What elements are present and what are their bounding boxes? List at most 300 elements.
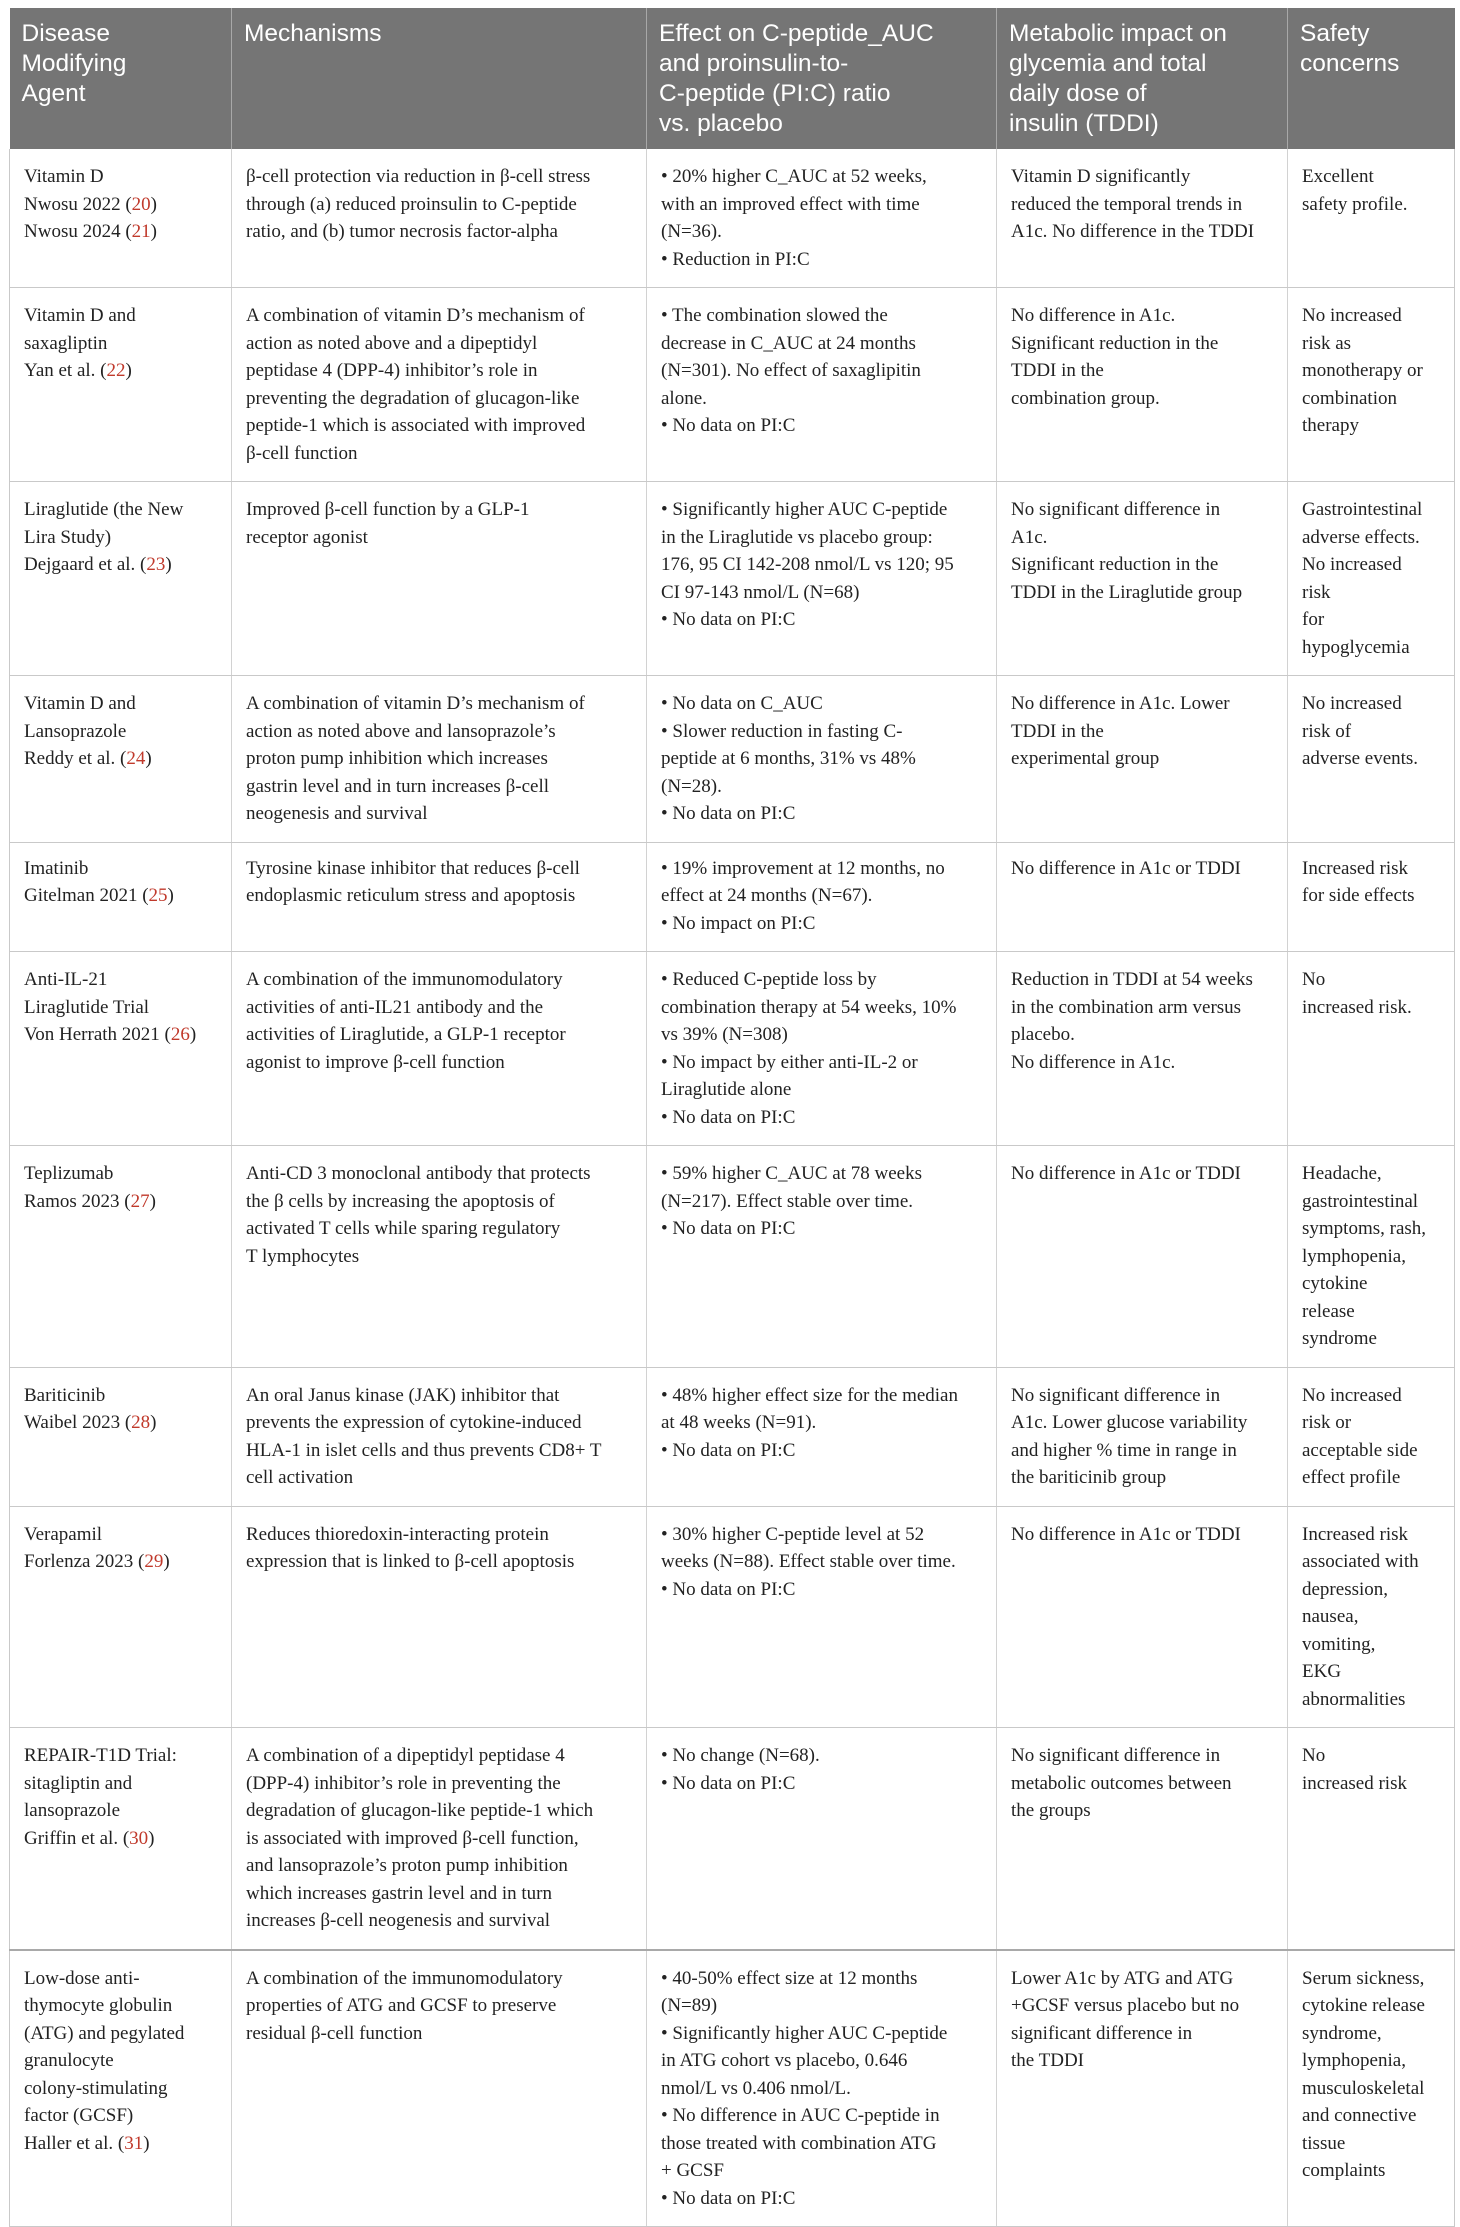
cell-agent [10, 842, 232, 952]
agent-text: Vitamin D [24, 166, 104, 187]
agent-line [24, 496, 219, 524]
safety-line: Increased risk [1302, 1523, 1409, 1545]
effect-line: • No data on PI:C [661, 1106, 796, 1128]
agent-line [24, 1548, 219, 1576]
cell-effect [647, 149, 997, 288]
safety-line: adverse effects. [1302, 526, 1420, 548]
reference-link[interactable]: 20 [131, 193, 151, 215]
safety-line: complaints [1302, 2160, 1386, 2181]
agent-text: Anti-IL-21 [24, 969, 108, 990]
mechanisms-line: HLA-1 in islet cells and thus prevents CD8+ T [246, 1439, 602, 1461]
safety-line: vomiting, [1302, 1633, 1376, 1655]
reference-link[interactable]: 28 [131, 1412, 151, 1433]
agent-line [24, 1797, 219, 1825]
effect-line: • No change (N=68). [661, 1745, 820, 1766]
agent-line [24, 357, 219, 385]
metabolic-line: Significant reduction in the [1011, 554, 1219, 575]
reference-link[interactable]: 26 [170, 1024, 190, 1045]
agent-text: thymocyte globulin [24, 1995, 173, 2016]
agent-text: Liraglutide (the New [24, 499, 184, 520]
metabolic-line: No significant difference in [1011, 1745, 1221, 1766]
mechanisms-line: prevents the expression of cytokine-induced [246, 1412, 582, 1433]
agent-text: Ramos 2023 ( [24, 1190, 131, 1212]
cell-agent [10, 1728, 232, 1950]
cell-metabolic [997, 1950, 1288, 2227]
agent-line [24, 882, 219, 910]
cell-effect [647, 1367, 997, 1506]
agent-text: Von Herrath 2021 ( [24, 1024, 171, 1045]
reference-link[interactable]: 31 [124, 2132, 144, 2154]
agent-text: Bariticinib [24, 1384, 106, 1406]
header-safety [1288, 8, 1455, 149]
agent-line [24, 1382, 219, 1410]
cell-agent [10, 1506, 232, 1728]
agent-line [24, 1521, 219, 1549]
safety-line: syndrome [1302, 1328, 1377, 1349]
effect-line: • 20% higher C_AUC at 52 weeks, [661, 166, 927, 187]
header-line: vs. placebo [659, 110, 783, 137]
mechanisms-line: β-cell function [246, 442, 358, 464]
agent-text: Vitamin D and [24, 693, 136, 714]
cell-safety [1288, 676, 1455, 843]
mechanisms-line: gastrin level and in turn increases β-cell [246, 775, 549, 797]
table-row [10, 482, 1455, 676]
safety-line: EKG [1302, 1661, 1342, 1682]
cell-metabolic [997, 482, 1288, 676]
safety-line: risk of [1302, 720, 1352, 742]
agent-line [24, 1742, 219, 1770]
mechanisms-line: A combination of vitamin D’s mechanism of [246, 693, 585, 714]
agent-line [24, 1825, 219, 1853]
agent-line [24, 994, 219, 1022]
metabolic-line: reduced the temporal trends in [1011, 193, 1243, 215]
header-line: insulin (TDDI) [1009, 110, 1159, 137]
header-line: Modifying [21, 50, 127, 77]
mechanisms-line: action as noted above and a dipeptidyl [246, 332, 538, 354]
mechanisms-line: residual β-cell function [246, 2022, 423, 2044]
cell-effect [647, 952, 997, 1146]
mechanisms-line: (DPP-4) inhibitor’s role in preventing the [246, 1772, 561, 1794]
cell-mechanisms [232, 676, 647, 843]
safety-line: No increased [1302, 305, 1402, 326]
safety-line: acceptable side [1302, 1439, 1418, 1461]
agent-text: colony-stimulating [24, 2077, 168, 2099]
header-agent [10, 8, 232, 149]
effect-line: • No data on PI:C [661, 1218, 796, 1239]
header-line: glycemia and total [1009, 50, 1207, 77]
table-row [10, 952, 1455, 1146]
effect-line: CI 97-143 nmol/L (N=68) [661, 581, 860, 603]
cell-metabolic [997, 1506, 1288, 1728]
agent-text: Vitamin D and [24, 305, 136, 326]
agent-line [24, 218, 219, 246]
agent-text-close: ) [163, 1551, 170, 1572]
safety-line: No increased [1302, 693, 1402, 714]
agent-text: Yan et al. ( [24, 360, 107, 381]
cell-effect [647, 1146, 997, 1368]
mechanisms-line: proton pump inhibition which increases [246, 748, 548, 769]
header-line: C-peptide (PI:C) ratio [659, 80, 891, 107]
mechanisms-line: A combination of vitamin D’s mechanism of [246, 305, 585, 326]
effect-line: • Reduction in PI:C [661, 248, 810, 270]
cell-mechanisms [232, 482, 647, 676]
safety-line: monotherapy or [1302, 360, 1423, 381]
agent-line [24, 191, 219, 219]
safety-line: safety profile. [1302, 193, 1408, 215]
cell-mechanisms [232, 1950, 647, 2227]
effect-line: those treated with combination ATG [661, 2132, 937, 2154]
agent-text: Low-dose anti- [24, 1967, 140, 1989]
agent-text: lansoprazole [24, 1800, 121, 1821]
cell-agent [10, 482, 232, 676]
effect-line: with an improved effect with time [661, 193, 920, 215]
cell-mechanisms [232, 1146, 647, 1368]
reference-link[interactable]: 30 [129, 1827, 149, 1849]
table-row [10, 1367, 1455, 1506]
header-row [10, 8, 1455, 149]
cell-agent [10, 952, 232, 1146]
cell-effect [647, 482, 997, 676]
mechanisms-line: activated T cells while sparing regulatory [246, 1218, 561, 1239]
cell-metabolic [997, 952, 1288, 1146]
safety-line: increased risk. [1302, 996, 1412, 1018]
cell-metabolic [997, 676, 1288, 843]
mechanisms-line: which increases gastrin level and in turn [246, 1882, 553, 1904]
mechanisms-line: is associated with improved β-cell function, [246, 1827, 579, 1849]
agent-text: Griffin et al. ( [24, 1827, 130, 1849]
agent-text: Nwosu 2024 ( [24, 221, 132, 242]
mechanisms-line: receptor agonist [246, 526, 368, 548]
table-row [10, 676, 1455, 843]
cell-safety [1288, 1506, 1455, 1728]
safety-line: tissue [1302, 2132, 1346, 2154]
mechanisms-line: neogenesis and survival [246, 803, 428, 824]
safety-line: and connective [1302, 2105, 1417, 2126]
cell-safety [1288, 1367, 1455, 1506]
safety-line: nausea, [1302, 1606, 1359, 1627]
effect-line: in the Liraglutide vs placebo group: [661, 526, 933, 548]
mechanisms-line: An oral Janus kinase (JAK) inhibitor that [246, 1384, 560, 1406]
safety-line: gastrointestinal [1302, 1190, 1419, 1212]
metabolic-line: Lower A1c by ATG and ATG [1011, 1967, 1234, 1989]
metabolic-line: TDDI in the [1011, 360, 1104, 381]
effect-line: • No impact on PI:C [661, 912, 816, 934]
metabolic-line: significant difference in [1011, 2022, 1193, 2044]
mechanisms-line: ratio, and (b) tumor necrosis factor-alpha [246, 221, 558, 242]
safety-line: combination [1302, 387, 1397, 409]
effect-line: • Slower reduction in fasting C- [661, 720, 903, 742]
effect-line: (N=217). Effect stable over time. [661, 1190, 914, 1212]
metabolic-line: No difference in A1c or TDDI [1011, 1163, 1241, 1184]
table-row [10, 842, 1455, 952]
effect-line: + GCSF [661, 2160, 724, 2181]
effect-line: • No data on PI:C [661, 1772, 796, 1794]
metabolic-line: placebo. [1011, 1024, 1075, 1045]
cell-mechanisms [232, 1506, 647, 1728]
reference-link[interactable]: 23 [146, 554, 166, 575]
effect-line: • The combination slowed the [661, 305, 888, 326]
effect-line: vs 39% (N=308) [661, 1024, 788, 1045]
mechanisms-line: peptide-1 which is associated with improved [246, 415, 586, 436]
cell-mechanisms [232, 952, 647, 1146]
mechanisms-line: activities of Liraglutide, a GLP-1 receptor [246, 1024, 566, 1045]
agent-line [24, 1160, 219, 1188]
safety-line: Serum sickness, [1302, 1967, 1425, 1989]
reference-link[interactable]: 25 [148, 885, 168, 906]
metabolic-line: and higher % time in range in [1011, 1439, 1237, 1461]
effect-line: • No data on PI:C [661, 803, 796, 824]
agent-line [24, 2075, 219, 2103]
reference-link[interactable]: 29 [144, 1551, 164, 1572]
header-line: Agent [21, 80, 86, 107]
effect-line: • No data on PI:C [661, 1578, 796, 1600]
cell-mechanisms [232, 1367, 647, 1506]
cell-metabolic [997, 288, 1288, 482]
header-line: Mechanisms [244, 20, 382, 47]
metabolic-line: No significant difference in [1011, 499, 1221, 520]
mechanisms-line: activities of anti-IL21 antibody and the [246, 996, 544, 1018]
agent-text: Forlenza 2023 ( [24, 1551, 145, 1572]
effect-line: peptide at 6 months, 31% vs 48% [661, 748, 916, 769]
mechanisms-line: properties of ATG and GCSF to preserve [246, 1995, 557, 2016]
metabolic-line: Significant reduction in the [1011, 332, 1219, 354]
metabolic-line: TDDI in the [1011, 720, 1104, 742]
safety-line: hypoglycemia [1302, 636, 1410, 658]
reference-link[interactable]: 27 [130, 1190, 150, 1212]
mechanisms-line: the β cells by increasing the apoptosis of [246, 1190, 555, 1212]
mechanisms-line: A combination of the immunomodulatory [246, 1967, 563, 1989]
header-metabolic [997, 8, 1288, 149]
mechanisms-line: Anti-CD 3 monoclonal antibody that protects [246, 1163, 591, 1184]
effect-line: • No data on PI:C [661, 1439, 796, 1461]
safety-line: cytokine [1302, 1273, 1368, 1294]
effect-line: nmol/L vs 0.406 nmol/L. [661, 2077, 851, 2099]
safety-line: lymphopenia, [1302, 1245, 1406, 1267]
effect-line: (N=89) [661, 1995, 718, 2016]
safety-line: for [1302, 609, 1325, 630]
agent-text: REPAIR-T1D Trial: [24, 1745, 177, 1766]
agent-line [24, 1409, 219, 1437]
effect-line: • Significantly higher AUC C-peptide [661, 2022, 948, 2044]
safety-line: No [1302, 969, 1326, 990]
safety-line: associated with [1302, 1551, 1419, 1572]
reference-link[interactable]: 22 [106, 360, 126, 381]
safety-line: abnormalities [1302, 1688, 1406, 1710]
safety-line: risk or [1302, 1412, 1352, 1433]
mechanisms-line: Tyrosine kinase inhibitor that reduces β-cell [246, 857, 580, 879]
effect-line: • No data on PI:C [661, 2187, 796, 2209]
safety-line: adverse events. [1302, 748, 1419, 769]
agent-line [24, 330, 219, 358]
cell-safety [1288, 1950, 1455, 2227]
agent-line [24, 1965, 219, 1993]
cell-effect [647, 676, 997, 843]
agent-text: Reddy et al. ( [24, 748, 127, 769]
cell-agent [10, 1367, 232, 1506]
effect-line: at 48 weeks (N=91). [661, 1412, 817, 1433]
safety-line: increased risk [1302, 1772, 1407, 1794]
mechanisms-line: T lymphocytes [246, 1245, 360, 1267]
agent-line [24, 2020, 219, 2048]
agent-text: granulocyte [24, 2050, 114, 2071]
header-line: Metabolic impact on [1009, 20, 1227, 47]
agent-line [24, 2130, 219, 2158]
safety-line: cytokine release [1302, 1995, 1425, 2016]
cell-safety [1288, 149, 1455, 288]
effect-line: (N=301). No effect of saxaglipitin [661, 360, 921, 381]
safety-line: syndrome, [1302, 2022, 1382, 2044]
header-line: Safety [1300, 20, 1370, 47]
metabolic-line: No difference in A1c or TDDI [1011, 857, 1241, 879]
cell-mechanisms [232, 842, 647, 952]
agent-text: factor (GCSF) [24, 2105, 134, 2126]
table-row [10, 1728, 1455, 1950]
cell-agent [10, 1146, 232, 1368]
agent-text-close: ) [148, 1827, 155, 1849]
agent-text: Liraglutide Trial [24, 996, 150, 1018]
safety-line: No increased [1302, 1384, 1402, 1406]
cell-mechanisms [232, 288, 647, 482]
safety-line: therapy [1302, 415, 1359, 436]
reference-link[interactable]: 21 [131, 221, 151, 242]
cell-metabolic [997, 1146, 1288, 1368]
mechanisms-line: degradation of glucagon-like peptide-1 which [246, 1800, 594, 1821]
agent-text: Haller et al. ( [24, 2132, 125, 2154]
cell-mechanisms [232, 149, 647, 288]
agent-text: sitagliptin and [24, 1772, 133, 1794]
mechanisms-line: β-cell protection via reduction in β-cell stress [246, 166, 591, 187]
agent-text: Imatinib [24, 857, 89, 879]
agent-text-close: ) [189, 1024, 197, 1045]
metabolic-line: No significant difference in [1011, 1384, 1221, 1406]
reference-link[interactable]: 24 [126, 748, 146, 769]
agent-text-close: ) [150, 193, 157, 215]
cell-safety [1288, 288, 1455, 482]
cell-effect [647, 842, 997, 952]
cell-effect [647, 1950, 997, 2227]
header-line: daily dose of [1009, 80, 1147, 107]
cell-metabolic [997, 842, 1288, 952]
table-row [10, 1506, 1455, 1728]
metabolic-line: A1c. [1011, 526, 1048, 548]
agent-text-close: ) [125, 360, 132, 381]
effect-line: • 30% higher C-peptide level at 52 [661, 1523, 925, 1545]
table-row [10, 1950, 1455, 2227]
agent-line [24, 163, 219, 191]
safety-line: Increased risk [1302, 857, 1409, 879]
effect-line: • No data on PI:C [661, 415, 796, 436]
safety-line: symptoms, rash, [1302, 1218, 1427, 1239]
metabolic-line: metabolic outcomes between [1011, 1772, 1232, 1794]
effect-line: • 40-50% effect size at 12 months [661, 1967, 918, 1989]
agent-line [24, 718, 219, 746]
header-line: Disease [21, 20, 111, 47]
header-mechanisms [232, 8, 647, 149]
agent-line [24, 1188, 219, 1216]
header-line: concerns [1300, 50, 1400, 77]
safety-line: No [1302, 1745, 1326, 1766]
safety-line: No increased [1302, 554, 1402, 575]
mechanisms-line: Improved β-cell function by a GLP-1 [246, 499, 530, 520]
table-row [10, 149, 1455, 288]
agent-line [24, 1992, 219, 2020]
cell-effect [647, 1506, 997, 1728]
effect-line: • 59% higher C_AUC at 78 weeks [661, 1163, 922, 1184]
cell-safety [1288, 1728, 1455, 1950]
effect-line: (N=36). [661, 221, 722, 242]
effect-line: alone. [661, 387, 707, 409]
agent-line [24, 690, 219, 718]
agent-text-close: ) [150, 1412, 157, 1433]
metabolic-line: the TDDI [1011, 2050, 1084, 2071]
safety-line: risk as [1302, 332, 1352, 354]
effect-line: (N=28). [661, 775, 722, 797]
table-row [10, 288, 1455, 482]
cell-effect [647, 1728, 997, 1950]
safety-line: effect profile [1302, 1467, 1401, 1488]
agent-line [24, 1770, 219, 1798]
agent-text: Lansoprazole [24, 720, 127, 742]
metabolic-line: A1c. No difference in the TDDI [1011, 221, 1255, 242]
agent-text-close: ) [150, 221, 157, 242]
mechanisms-line: endoplasmic reticulum stress and apoptosis [246, 885, 576, 906]
safety-line: Excellent [1302, 166, 1374, 187]
mechanisms-line: Reduces thioredoxin-interacting protein [246, 1523, 549, 1545]
safety-line: Gastrointestinal [1302, 499, 1423, 520]
cell-safety [1288, 842, 1455, 952]
agent-line [24, 302, 219, 330]
safety-line: risk [1302, 581, 1331, 603]
agent-line [24, 1021, 219, 1049]
mechanisms-line: and lansoprazole’s proton pump inhibition [246, 1855, 568, 1876]
metabolic-line: the bariticinib group [1011, 1467, 1167, 1488]
metabolic-line: experimental group [1011, 748, 1160, 769]
agent-line [24, 2102, 219, 2130]
header-effect [647, 8, 997, 149]
agent-line [24, 966, 219, 994]
effect-line: combination therapy at 54 weeks, 10% [661, 996, 957, 1018]
metabolic-line: No difference in A1c. [1011, 305, 1176, 326]
effect-line: • Significantly higher AUC C-peptide [661, 499, 948, 520]
mechanisms-line: agonist to improve β-cell function [246, 1051, 505, 1073]
effect-line: • 19% improvement at 12 months, no [661, 857, 945, 879]
metabolic-line: combination group. [1011, 387, 1160, 409]
metabolic-line: No difference in A1c. [1011, 1051, 1176, 1073]
agent-text: (ATG) and pegylated [24, 2022, 185, 2044]
metabolic-line: A1c. Lower glucose variability [1011, 1412, 1248, 1433]
effect-line: • No difference in AUC C-peptide in [661, 2105, 940, 2126]
agent-line [24, 745, 219, 773]
cell-mechanisms [232, 1728, 647, 1950]
agent-text: Gitelman 2021 ( [24, 885, 149, 906]
metabolic-line: Vitamin D significantly [1011, 166, 1191, 187]
effect-line: in ATG cohort vs placebo, 0.646 [661, 2050, 908, 2071]
safety-line: depression, [1302, 1578, 1389, 1600]
mechanisms-line: cell activation [246, 1467, 354, 1488]
agent-line [24, 2047, 219, 2075]
agent-text: saxagliptin [24, 332, 108, 354]
mechanisms-line: peptidase 4 (DPP-4) inhibitor’s role in [246, 360, 538, 381]
effect-line: • No data on PI:C [661, 609, 796, 630]
cell-agent [10, 676, 232, 843]
agent-text-close: ) [143, 2132, 150, 2154]
agent-text: Teplizumab [24, 1163, 114, 1184]
safety-line: Headache, [1302, 1163, 1382, 1184]
effect-line: • No data on C_AUC [661, 693, 823, 714]
mechanisms-line: A combination of a dipeptidyl peptidase 4 [246, 1745, 565, 1766]
agent-text-close: ) [149, 1190, 156, 1212]
agent-text: Dejgaard et al. ( [24, 554, 147, 575]
